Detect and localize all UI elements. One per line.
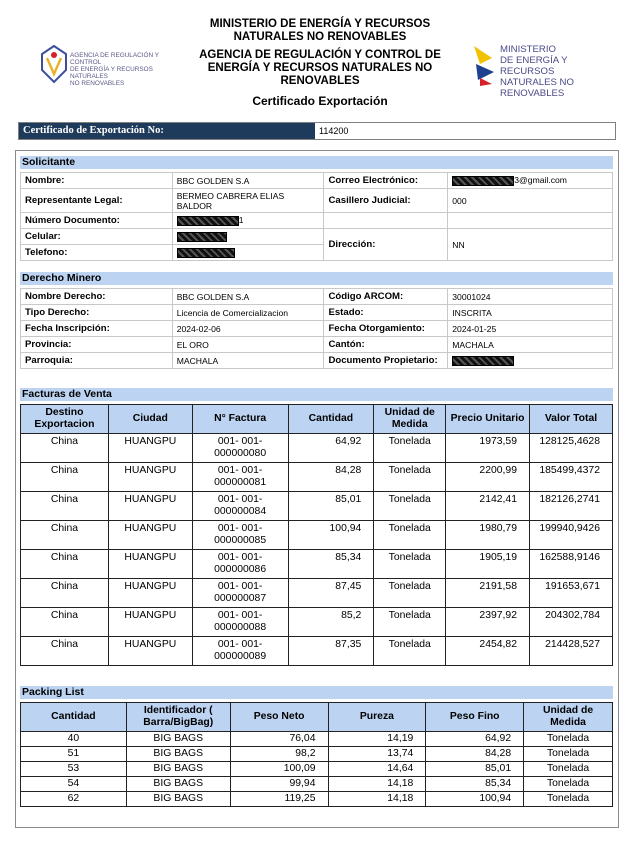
cell: China — [21, 521, 109, 550]
table-row — [21, 550, 613, 579]
ministry-title: MINISTERIO DE ENERGÍA Y RECURSOS NATURALES NO RENOVABLES — [209, 18, 431, 43]
cell: 64,92 — [288, 434, 374, 463]
cell: HUANGPU — [108, 434, 192, 463]
field-value: EL ORO — [172, 337, 324, 353]
field-value: BBC GOLDEN S.A — [172, 289, 324, 305]
cell: 14,18 — [328, 777, 426, 792]
table-row — [21, 732, 613, 747]
cell: HUANGPU — [108, 608, 192, 637]
cell: Tonelada — [374, 608, 446, 637]
redaction-mark — [177, 248, 235, 258]
redaction-mark — [177, 216, 239, 226]
cell: 62 — [21, 792, 127, 807]
cell: 162588,9146 — [529, 550, 612, 579]
field-label: Número Documento: — [21, 213, 173, 229]
redaction-mark — [452, 356, 514, 366]
cell: Tonelada — [374, 521, 446, 550]
table-header-row — [21, 405, 613, 434]
cell: HUANGPU — [108, 637, 192, 666]
cell: HUANGPU — [108, 521, 192, 550]
column-header: Unidad de Medida — [374, 405, 446, 434]
field-label: Documento Propietario: — [324, 353, 448, 369]
cell: 128125,4628 — [529, 434, 612, 463]
cell: 001- 001- 000000089 — [192, 637, 288, 666]
field-value: Licencia de Comercializacion — [172, 305, 324, 321]
casillero-value: 000 — [448, 189, 613, 213]
field-label: Representante Legal: — [21, 189, 173, 213]
document-header — [0, 14, 640, 114]
table-row — [21, 579, 613, 608]
table-row — [21, 492, 613, 521]
field-label: Estado: — [324, 305, 448, 321]
cell: 14,18 — [328, 792, 426, 807]
cell: 2454,82 — [446, 637, 530, 666]
cell: Tonelada — [374, 550, 446, 579]
field-label: Tipo Derecho: — [21, 305, 173, 321]
cell: 199940,9426 — [529, 521, 612, 550]
redaction-mark — [177, 232, 227, 242]
cell: BIG BAGS — [126, 747, 230, 762]
field-label: Cantón: — [324, 337, 448, 353]
cell: 001- 001- 000000084 — [192, 492, 288, 521]
cell: Tonelada — [524, 762, 613, 777]
section-title-packing-list: Packing List — [20, 686, 613, 699]
cell: 85,2 — [288, 608, 374, 637]
column-header: Valor Total — [529, 405, 612, 434]
table-row — [21, 337, 613, 353]
table-row — [21, 321, 613, 337]
cell: 64,92 — [426, 732, 524, 747]
direccion-value: NN — [448, 229, 613, 261]
cell: 1973,59 — [446, 434, 530, 463]
cell: 14,64 — [328, 762, 426, 777]
cell: 191653,671 — [529, 579, 612, 608]
solicitante-table — [20, 172, 613, 261]
correo-value: 3@gmail.com — [448, 173, 613, 189]
field-label: Provincia: — [21, 337, 173, 353]
cell: 2200,99 — [446, 463, 530, 492]
table-row — [21, 173, 613, 189]
column-header: Peso Fino — [426, 703, 524, 732]
table-row — [21, 792, 613, 807]
cell: China — [21, 434, 109, 463]
telefono-value — [172, 245, 324, 261]
document-title: Certificado Exportación — [252, 94, 388, 108]
field-value: 2024-02-06 — [172, 321, 324, 337]
field-value: MACHALA — [448, 337, 613, 353]
cell: Tonelada — [374, 579, 446, 608]
cell: China — [21, 492, 109, 521]
cell: Tonelada — [524, 792, 613, 807]
cell: China — [21, 608, 109, 637]
arcernnr-logo — [40, 44, 180, 92]
cell: 214428,527 — [529, 637, 612, 666]
cell: China — [21, 463, 109, 492]
cell: 001- 001- 000000087 — [192, 579, 288, 608]
cell: Tonelada — [524, 747, 613, 762]
cell: 001- 001- 000000080 — [192, 434, 288, 463]
cell: BIG BAGS — [126, 732, 230, 747]
cell: 53 — [21, 762, 127, 777]
table-row — [21, 213, 613, 229]
cell: 85,34 — [426, 777, 524, 792]
facturas-table — [20, 404, 613, 666]
cell: 87,35 — [288, 637, 374, 666]
cell: 85,01 — [288, 492, 374, 521]
cell: Tonelada — [374, 463, 446, 492]
cell: 204302,784 — [529, 608, 612, 637]
documento-propietario-value — [448, 353, 613, 369]
cell: Tonelada — [524, 732, 613, 747]
column-header: Peso Neto — [230, 703, 328, 732]
column-header: Precio Unitario — [446, 405, 530, 434]
field-value: INSCRITA — [448, 305, 613, 321]
section-title-solicitante: Solicitante — [20, 156, 613, 169]
cell: 100,94 — [288, 521, 374, 550]
table-row — [21, 777, 613, 792]
cell: Tonelada — [524, 777, 613, 792]
cell: 119,25 — [230, 792, 328, 807]
table-row — [21, 762, 613, 777]
table-row — [21, 229, 613, 245]
cell: 1905,19 — [446, 550, 530, 579]
cell: Tonelada — [374, 492, 446, 521]
cell: 13,74 — [328, 747, 426, 762]
cell: 1980,79 — [446, 521, 530, 550]
field-label: Celular: — [21, 229, 173, 245]
column-header: Pureza — [328, 703, 426, 732]
section-title-derecho-minero: Derecho Minero — [20, 272, 613, 285]
packing-list-table — [20, 702, 613, 807]
column-header: Identificador ( Barra/BigBag) — [126, 703, 230, 732]
column-header: Ciudad — [108, 405, 192, 434]
field-label: Correo Electrónico: — [324, 173, 448, 189]
arcernnr-logo-text: AGENCIA DE REGULACIÓN Y CONTROL DE ENERGÍA Y RECURSOS NATURALES NO RENOVABLES — [70, 52, 159, 87]
cell: 40 — [21, 732, 127, 747]
nombre-value: BBC GOLDEN S.A — [172, 173, 324, 189]
cell: China — [21, 637, 109, 666]
cell: China — [21, 579, 109, 608]
cell: 001- 001- 000000081 — [192, 463, 288, 492]
table-row — [21, 463, 613, 492]
cell: 54 — [21, 777, 127, 792]
cell: 85,34 — [288, 550, 374, 579]
cell: 2191,58 — [446, 579, 530, 608]
cell: 85,01 — [426, 762, 524, 777]
cell: 100,09 — [230, 762, 328, 777]
field-label: Código ARCOM: — [324, 289, 448, 305]
column-header: Unidad de Medida — [524, 703, 613, 732]
cell: HUANGPU — [108, 463, 192, 492]
table-row — [21, 289, 613, 305]
cell: 98,2 — [230, 747, 328, 762]
cell: 100,94 — [426, 792, 524, 807]
cell: 99,94 — [230, 777, 328, 792]
cell: 001- 001- 000000086 — [192, 550, 288, 579]
cell: HUANGPU — [108, 579, 192, 608]
cell: China — [21, 550, 109, 579]
certificate-number-bar — [18, 122, 616, 140]
cell: BIG BAGS — [126, 762, 230, 777]
redaction-mark — [452, 176, 514, 186]
derecho-minero-table — [20, 288, 613, 369]
field-label: Nombre: — [21, 173, 173, 189]
column-header: Cantidad — [288, 405, 374, 434]
cell: 14,19 — [328, 732, 426, 747]
field-value: MACHALA — [172, 353, 324, 369]
field-label: Fecha Otorgamiento: — [324, 321, 448, 337]
cell: 84,28 — [426, 747, 524, 762]
cell: HUANGPU — [108, 492, 192, 521]
cell: 001- 001- 000000088 — [192, 608, 288, 637]
agency-title: AGENCIA DE REGULACIÓN Y CONTROL DE ENERGÍA Y RECURSOS NATURALES NO RENOVABLES — [199, 49, 441, 87]
field-label: Nombre Derecho: — [21, 289, 173, 305]
cell: 185499,4372 — [529, 463, 612, 492]
cell: 2397,92 — [446, 608, 530, 637]
cell: 2142,41 — [446, 492, 530, 521]
column-header: Cantidad — [21, 703, 127, 732]
cell: 87,45 — [288, 579, 374, 608]
field-value: 2024-01-25 — [448, 321, 613, 337]
cell: Tonelada — [374, 434, 446, 463]
cell: 51 — [21, 747, 127, 762]
table-header-row — [21, 703, 613, 732]
cell: BIG BAGS — [126, 777, 230, 792]
table-row — [21, 608, 613, 637]
representante-value: BERMEO CABRERA ELIAS BALDOR — [172, 189, 324, 213]
ministry-logo — [470, 42, 620, 99]
table-row — [21, 637, 613, 666]
table-row — [21, 189, 613, 213]
certificate-label: Certificado de Exportación No: — [19, 123, 315, 139]
ministry-emblem-icon — [470, 42, 498, 88]
table-row — [21, 521, 613, 550]
column-header: Destino Exportacion — [21, 405, 109, 434]
table-row — [21, 434, 613, 463]
certificate-number: 114200 — [319, 126, 349, 136]
field-label: Casillero Judicial: — [324, 189, 448, 213]
cell: BIG BAGS — [126, 792, 230, 807]
table-row — [21, 747, 613, 762]
field-label: Parroquia: — [21, 353, 173, 369]
arcernnr-emblem-icon — [40, 44, 68, 84]
ministry-logo-text: MINISTERIO DE ENERGÍA Y RECURSOS NATURALES NO RENOVABLES — [500, 44, 574, 99]
cell: Tonelada — [374, 637, 446, 666]
documento-value: 1 — [172, 213, 324, 229]
cell: 84,28 — [288, 463, 374, 492]
cell: 76,04 — [230, 732, 328, 747]
table-row — [21, 305, 613, 321]
table-row — [21, 353, 613, 369]
section-title-facturas: Facturas de Venta — [20, 388, 613, 401]
cell: 182126,2741 — [529, 492, 612, 521]
field-label: Dirección: — [324, 229, 448, 261]
field-label: Telefono: — [21, 245, 173, 261]
field-label: Fecha Inscripción: — [21, 321, 173, 337]
celular-value — [172, 229, 324, 245]
column-header: N° Factura — [192, 405, 288, 434]
field-value: 30001024 — [448, 289, 613, 305]
cell: HUANGPU — [108, 550, 192, 579]
cell: 001- 001- 000000085 — [192, 521, 288, 550]
